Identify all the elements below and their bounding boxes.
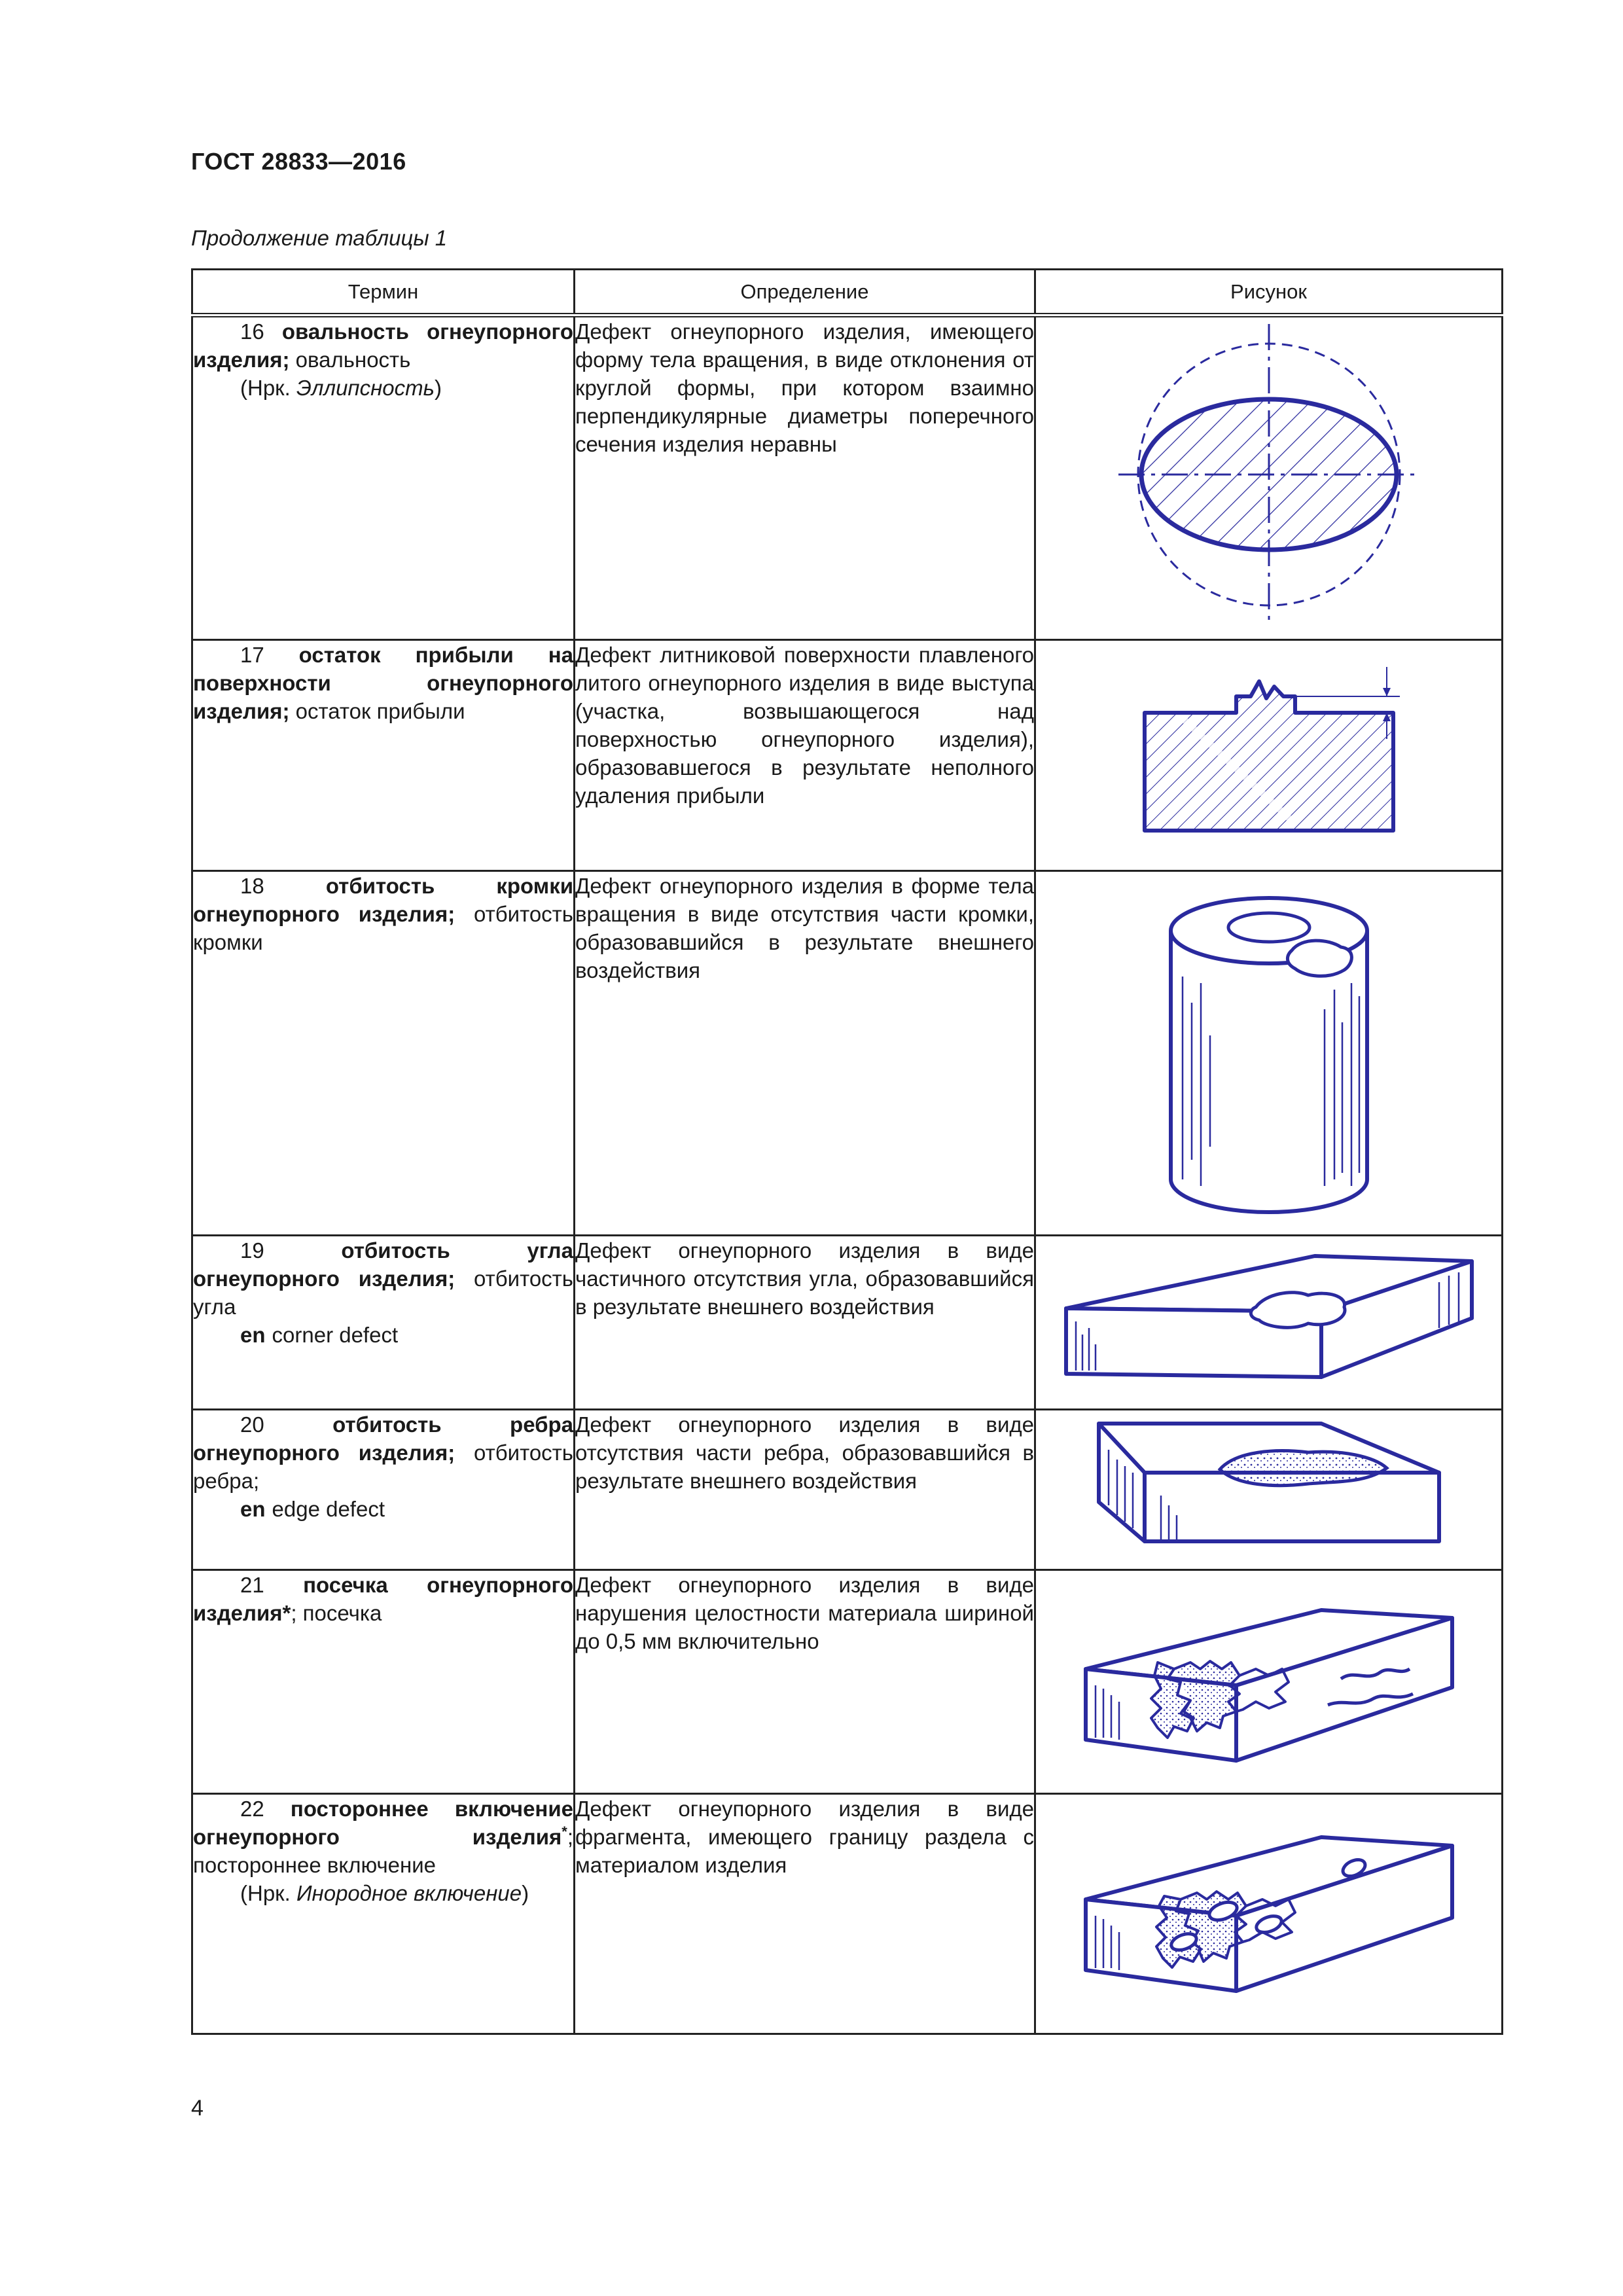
deprecated-term: (Нрк. Инородное включение) bbox=[240, 1881, 529, 1905]
figure-cell bbox=[1035, 871, 1503, 1236]
figure-cell bbox=[1035, 640, 1503, 871]
term-synonym: ; посечка bbox=[291, 1601, 382, 1625]
table-header-row bbox=[192, 270, 1503, 315]
figure-cell bbox=[1035, 1570, 1503, 1794]
column-header-figure: Рисунок bbox=[1035, 270, 1503, 315]
term-cell bbox=[192, 640, 575, 871]
term-synonym: овальность bbox=[289, 348, 411, 372]
page-number: 4 bbox=[191, 2096, 204, 2121]
term-synonym: остаток прибыли bbox=[289, 699, 465, 723]
en-equivalent: en edge defect bbox=[240, 1497, 385, 1521]
table-row bbox=[192, 1570, 1503, 1794]
term-bold: постороннее включение огнеупорного изделия* bbox=[193, 1797, 574, 1849]
term-cell bbox=[192, 1570, 575, 1794]
term-bold: посечка огнеупорного изделия* bbox=[193, 1573, 573, 1625]
document-title: ГОСТ 28833—2016 bbox=[191, 148, 406, 175]
term-bold: остаток прибыли на поверхности огнеупорного изделия; bbox=[193, 643, 573, 723]
term-number: 19 bbox=[240, 1238, 264, 1263]
figure-cell bbox=[1035, 1410, 1503, 1570]
term-synonym: отбитость ребра; bbox=[193, 1441, 573, 1493]
term-cell bbox=[192, 1236, 575, 1410]
riser-remnant-diagram-icon bbox=[1099, 641, 1439, 857]
term-number: 20 bbox=[240, 1412, 264, 1437]
column-header-term: Термин bbox=[192, 270, 575, 315]
table-row bbox=[192, 1794, 1503, 2034]
corner-defect-slab-icon bbox=[1040, 1236, 1498, 1407]
term-bold: отбитость кромки огнеупорного изделия; bbox=[193, 874, 573, 926]
figure-cell bbox=[1035, 1794, 1503, 2034]
term-number: 17 bbox=[240, 643, 264, 667]
term-number: 21 bbox=[240, 1573, 264, 1597]
en-equivalent: en corner defect bbox=[240, 1323, 399, 1347]
column-header-definition: Определение bbox=[575, 270, 1035, 315]
table-row bbox=[192, 1410, 1503, 1570]
terms-table bbox=[191, 268, 1503, 2035]
term-synonym: отбитость угла bbox=[193, 1266, 573, 1319]
ovality-diagram-icon bbox=[1105, 317, 1433, 632]
definition-cell: Дефект огнеупорного изделия в виде фрагмента, имеющего границу раздела с материалом изделия bbox=[575, 1794, 1035, 2034]
term-synonym: отбитость кромки bbox=[193, 902, 573, 954]
term-bold: овальность огнеупорного изделия; bbox=[193, 319, 573, 372]
term-cell bbox=[192, 871, 575, 1236]
table-row bbox=[192, 1236, 1503, 1410]
term-synonym: ; постороннее включение bbox=[193, 1825, 573, 1877]
term-number: 22 bbox=[240, 1797, 264, 1821]
definition-cell: Дефект огнеупорного изделия в виде отсутствия части ребра, образовавшийся в результате внешнего воздействия bbox=[575, 1410, 1035, 1570]
term-bold: отбитость угла огнеупорного изделия; bbox=[193, 1238, 573, 1291]
term-number: 16 bbox=[240, 319, 264, 344]
term-cell bbox=[192, 1410, 575, 1570]
deprecated-term: (Нрк. Эллипсность) bbox=[240, 376, 442, 400]
table-caption: Продолжение таблицы 1 bbox=[191, 226, 448, 250]
definition-cell: Дефект огнеупорного изделия в виде частичного отсутствия угла, образовавшийся в результате внешнего воздействия bbox=[575, 1236, 1035, 1410]
table-row bbox=[192, 871, 1503, 1236]
foreign-inclusion-slab-icon bbox=[1060, 1795, 1478, 2024]
table-row bbox=[192, 640, 1503, 871]
definition-cell: Дефект огнеупорного изделия, имеющего форму тела вращения, в виде отклонения от круглой формы, при котором взаимно перпендикулярные диаметры поперечного сечения изделия неравны bbox=[575, 315, 1035, 640]
definition-cell: Дефект огнеупорного изделия в виде нарушения целостности материала шириной до 0,5 мм включительно bbox=[575, 1570, 1035, 1794]
term-bold: отбитость ребра огнеупорного изделия; bbox=[193, 1412, 574, 1465]
term-cell bbox=[192, 1794, 575, 2034]
figure-cell bbox=[1035, 315, 1503, 640]
table-row bbox=[192, 315, 1503, 640]
edge-defect-slab-icon bbox=[1079, 1410, 1459, 1568]
definition-cell: Дефект огнеупорного изделия в форме тела вращения в виде отсутствия части кромки, образовавшийся в результате внешнего воздействия bbox=[575, 871, 1035, 1236]
chipped-rim-cylinder-icon bbox=[1132, 872, 1406, 1225]
term-number: 18 bbox=[240, 874, 264, 898]
definition-cell: Дефект литниковой поверхности плавленого литого огнеупорного изделия в виде выступа (участка, возвышающегося над поверхностью огнеупорного изделия), образовавшегося в результате неполного удаления прибыли bbox=[575, 640, 1035, 871]
figure-cell bbox=[1035, 1236, 1503, 1410]
term-cell bbox=[192, 315, 575, 640]
crack-slab-icon bbox=[1060, 1571, 1478, 1780]
